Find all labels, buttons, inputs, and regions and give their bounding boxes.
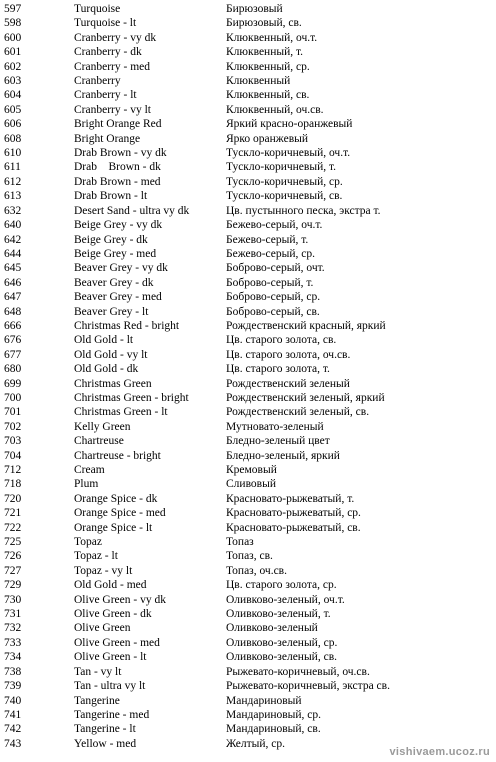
color-name-ru: Красновато-рыжеватый, ср.: [226, 507, 361, 520]
color-code: 597: [4, 3, 22, 15]
color-code: 712: [4, 464, 22, 476]
table-row: [4, 621, 494, 635]
color-name-en: Tangerine - med: [74, 708, 150, 721]
color-table: [4, 2, 494, 751]
color-name-ru: Рождественский зеленый, яркий: [226, 391, 385, 404]
color-code: 731: [4, 608, 22, 621]
color-name-ru: Боброво-серый, т.: [226, 276, 314, 289]
color-name-en: Kelly Green: [74, 420, 131, 433]
color-code: 733: [4, 636, 22, 649]
table-row: [4, 175, 494, 189]
table-row: [4, 74, 494, 88]
table-row: [4, 276, 494, 290]
table-row: [4, 377, 494, 391]
color-code: 601: [4, 46, 22, 59]
table-row: [4, 679, 494, 693]
color-name-en: Bright Orange: [74, 132, 141, 145]
color-name-en: Beaver Grey - med: [74, 291, 162, 304]
color-name-ru: Мандариновый: [226, 694, 302, 707]
color-name-en: Old Gold - vy lt: [74, 348, 148, 361]
color-name-en: Old Gold - lt: [74, 334, 134, 347]
table-row: [4, 88, 494, 102]
color-code: 727: [4, 564, 22, 577]
table-row: [4, 218, 494, 232]
table-row: [4, 578, 494, 592]
table-row: [4, 132, 494, 146]
color-code: 605: [4, 103, 22, 116]
color-name-ru: Оливково-зеленый, оч.т.: [226, 593, 345, 606]
table-row: [4, 420, 494, 434]
table-row: [4, 722, 494, 736]
color-code: 720: [4, 492, 22, 505]
color-code: 722: [4, 521, 22, 534]
color-name-ru: Тускло-коричневый, оч.т.: [226, 147, 351, 160]
color-code: 644: [4, 247, 22, 260]
table-row: [4, 405, 494, 419]
color-name-en: Bright Orange Red: [74, 118, 162, 131]
color-name-ru: Клюквенный, оч.т.: [226, 31, 318, 44]
color-name-en: Turquoise: [74, 3, 121, 15]
color-name-en: Drab Brown - vy dk: [74, 147, 167, 160]
color-code: 613: [4, 190, 22, 203]
color-code: 742: [4, 723, 22, 736]
color-name-ru: Цв. старого золота, оч.св.: [226, 348, 351, 361]
color-name-en: Chartreuse: [74, 435, 124, 448]
color-name-ru: Клюквенный, оч.св.: [226, 103, 324, 116]
color-name-ru: Яркий красно-оранжевый: [226, 118, 353, 131]
color-name-en: Old Gold - med: [74, 579, 147, 592]
color-name-ru: Бирюзовый, св.: [226, 17, 302, 30]
color-code: 611: [4, 161, 21, 174]
color-name-en: Cranberry - vy dk: [74, 31, 157, 44]
table-row: [4, 233, 494, 247]
color-code: 632: [4, 204, 22, 217]
table-row: [4, 2, 494, 16]
color-name-en: Desert Sand - ultra vy dk: [74, 204, 190, 217]
color-name-ru: Рождественский зеленый, св.: [226, 406, 370, 419]
table-row: [4, 549, 494, 563]
color-code: 725: [4, 536, 22, 549]
table-row: [4, 694, 494, 708]
color-name-en: Turquoise - lt: [74, 17, 137, 30]
color-name-ru: Тускло-коричневый, т.: [226, 161, 337, 174]
color-code: 676: [4, 334, 22, 347]
color-name-ru: Тускло-коричневый, св.: [226, 190, 343, 203]
color-name-en: Cranberry - med: [74, 60, 150, 73]
color-name-ru: Цв. пустынного песка, экстра т.: [226, 204, 381, 217]
color-name-en: Beige Grey - dk: [74, 233, 148, 246]
table-row: [4, 564, 494, 578]
color-code: 608: [4, 132, 22, 145]
color-code: 648: [4, 305, 22, 318]
color-code: 645: [4, 262, 22, 275]
color-name-ru: Оливково-зеленый, св.: [226, 651, 337, 664]
color-name-ru: Рыжевато-коричневый, оч.св.: [226, 665, 370, 678]
color-code: 732: [4, 622, 22, 635]
color-name-ru: Боброво-серый, св.: [226, 305, 320, 318]
color-name-en: Cranberry: [74, 75, 121, 88]
color-name-ru: Тускло-коричневый, ср.: [226, 175, 343, 188]
table-row: [4, 650, 494, 664]
table-row: [4, 103, 494, 117]
color-name-en: Drab Brown - lt: [74, 190, 148, 203]
color-name-ru: Кремовый: [226, 464, 277, 476]
color-code: 702: [4, 420, 22, 433]
color-name-en: Beaver Grey - vy dk: [74, 262, 168, 275]
color-code: 721: [4, 507, 22, 520]
color-code: 730: [4, 593, 22, 606]
table-row: [4, 607, 494, 621]
color-name-en: Beaver Grey - lt: [74, 305, 149, 318]
color-name-en: Beige Grey - med: [74, 247, 157, 260]
color-code: 729: [4, 579, 22, 592]
color-name-en: Drab Brown - med: [74, 175, 161, 188]
color-name-en: Cranberry - dk: [74, 46, 142, 59]
color-code: 640: [4, 219, 22, 232]
table-row: [4, 261, 494, 275]
color-name-ru: Ярко оранжевый: [226, 132, 309, 145]
color-name-ru: Топаз, оч.св.: [226, 564, 287, 577]
color-name-ru: Оливково-зеленый, ср.: [226, 636, 338, 649]
color-name-en: Christmas Green - bright: [74, 391, 189, 404]
color-name-ru: Бирюзовый: [226, 3, 283, 15]
color-name-ru: Мандариновый, ср.: [226, 708, 322, 721]
color-name-ru: Цв. старого золота, ср.: [226, 579, 337, 592]
table-row: [4, 492, 494, 506]
color-name-ru: Рыжевато-коричневый, экстра св.: [226, 680, 390, 693]
table-row: [4, 434, 494, 448]
color-name-ru: Красновато-рыжеватый, т.: [226, 492, 355, 505]
color-name-ru: Цв. старого золота, св.: [226, 334, 337, 347]
color-name-ru: Клюквенный, св.: [226, 89, 310, 102]
color-code: 738: [4, 665, 22, 678]
color-name-en: Orange Spice - med: [74, 507, 166, 520]
color-code: 734: [4, 651, 22, 664]
table-row: [4, 477, 494, 491]
color-name-en: Tangerine - lt: [74, 723, 136, 736]
table-row: [4, 665, 494, 679]
color-name-en: Topaz - lt: [74, 550, 118, 563]
table-row: [4, 146, 494, 160]
color-code: 647: [4, 291, 22, 304]
color-name-ru: Оливково-зеленый: [226, 622, 318, 635]
color-name-en: Topaz - vy lt: [74, 564, 133, 577]
color-code: 740: [4, 694, 22, 707]
color-name-en: Tangerine: [74, 694, 120, 707]
color-code: 726: [4, 550, 22, 563]
color-name-ru: Бежево-серый, ср.: [226, 247, 315, 260]
color-code: 743: [4, 737, 22, 750]
color-name-ru: Мандариновый, св.: [226, 723, 321, 736]
table-row: [4, 535, 494, 549]
table-row: [4, 391, 494, 405]
table-row: [4, 45, 494, 59]
color-code: 718: [4, 478, 22, 491]
table-row: [4, 319, 494, 333]
color-name-ru: Мутновато-зеленый: [226, 420, 324, 433]
color-name-en: Olive Green - lt: [74, 651, 147, 664]
table-row: [4, 521, 494, 535]
color-code: 603: [4, 75, 22, 88]
table-row: [4, 636, 494, 650]
table-row: [4, 247, 494, 261]
color-code: 703: [4, 435, 22, 448]
color-name-ru: Топаз, св.: [226, 550, 273, 563]
color-name-ru: Боброво-серый, очт.: [226, 262, 325, 275]
color-name-en: Christmas Green: [74, 377, 152, 390]
color-name-ru: Сливовый: [226, 478, 276, 491]
color-name-en: Olive Green - vy dk: [74, 593, 166, 606]
color-name-en: Beaver Grey - dk: [74, 276, 154, 289]
color-code: 646: [4, 276, 22, 289]
color-code: 606: [4, 118, 22, 131]
color-name-en: Orange Spice - lt: [74, 521, 153, 534]
table-row: [4, 31, 494, 45]
color-name-en: Tan - vy lt: [74, 665, 122, 678]
color-name-en: Christmas Green - lt: [74, 406, 168, 419]
color-name-ru: Боброво-серый, ср.: [226, 291, 321, 304]
color-code: 600: [4, 31, 22, 44]
color-name-ru: Бледно-зеленый цвет: [226, 435, 330, 448]
color-code: 680: [4, 363, 22, 376]
color-name-en: Beige Grey - vy dk: [74, 219, 163, 232]
table-row: [4, 593, 494, 607]
color-name-ru: Клюквенный, ср.: [226, 60, 310, 73]
color-name-ru: Клюквенный: [226, 75, 291, 88]
color-name-en: Cream: [74, 464, 105, 476]
color-name-en: Olive Green - med: [74, 636, 160, 649]
color-name-en: Topaz: [74, 536, 102, 549]
color-name-en: Drab Brown - dk: [74, 161, 161, 174]
color-name-ru: Рождественский зеленый: [226, 377, 350, 390]
color-name-ru: Клюквенный, т.: [226, 46, 304, 59]
color-name-en: Christmas Red - bright: [74, 319, 180, 332]
color-name-en: Old Gold - dk: [74, 363, 139, 376]
table-row: [4, 204, 494, 218]
table-row: [4, 160, 494, 174]
color-code: 741: [4, 708, 22, 721]
color-name-ru: Желтый, ср.: [226, 737, 285, 750]
table-row: [4, 305, 494, 319]
color-name-ru: Топаз: [226, 536, 254, 549]
color-name-ru: Бледно-зеленый, яркий: [226, 449, 340, 462]
color-name-ru: Красновато-рыжеватый, св.: [226, 521, 361, 534]
color-name-en: Yellow - med: [74, 737, 137, 750]
color-name-en: Chartreuse - bright: [74, 449, 161, 462]
color-name-en: Orange Spice - dk: [74, 492, 158, 505]
table-row: [4, 60, 494, 74]
color-code: 610: [4, 147, 22, 160]
table-row: [4, 290, 494, 304]
color-name-en: Tan - ultra vy lt: [74, 680, 146, 693]
table-row: [4, 362, 494, 376]
color-name-ru: Рождественский красный, яркий: [226, 319, 386, 332]
color-name-ru: Цв. старого золота, т.: [226, 363, 330, 376]
color-name-ru: Бежево-серый, оч.т.: [226, 219, 323, 232]
color-code: 642: [4, 233, 22, 246]
watermark: vishivaem.ucoz.ru: [389, 746, 490, 758]
color-name-en: Cranberry - vy lt: [74, 103, 151, 116]
color-code: 612: [4, 175, 22, 188]
color-code: 604: [4, 89, 22, 102]
table-row: [4, 189, 494, 203]
color-name-ru: Бежево-серый, т.: [226, 233, 309, 246]
color-code: 677: [4, 348, 22, 361]
color-code: 598: [4, 17, 22, 30]
color-name-en: Plum: [74, 478, 99, 491]
color-code: 700: [4, 391, 22, 404]
color-code: 602: [4, 60, 22, 73]
table-row: [4, 348, 494, 362]
color-code: 739: [4, 680, 22, 693]
table-row: [4, 117, 494, 131]
table-row: [4, 449, 494, 463]
color-code: 701: [4, 406, 22, 419]
table-row: [4, 333, 494, 347]
color-name-en: Cranberry - lt: [74, 89, 137, 102]
color-name-ru: Оливково-зеленый, т.: [226, 608, 331, 621]
color-name-en: Olive Green: [74, 622, 131, 635]
table-row: [4, 16, 494, 30]
table-row: [4, 506, 494, 520]
color-code: 704: [4, 449, 22, 462]
color-code: 666: [4, 319, 22, 332]
table-row: [4, 463, 494, 477]
color-name-en: Olive Green - dk: [74, 608, 152, 621]
color-code: 699: [4, 377, 22, 390]
table-row: [4, 708, 494, 722]
